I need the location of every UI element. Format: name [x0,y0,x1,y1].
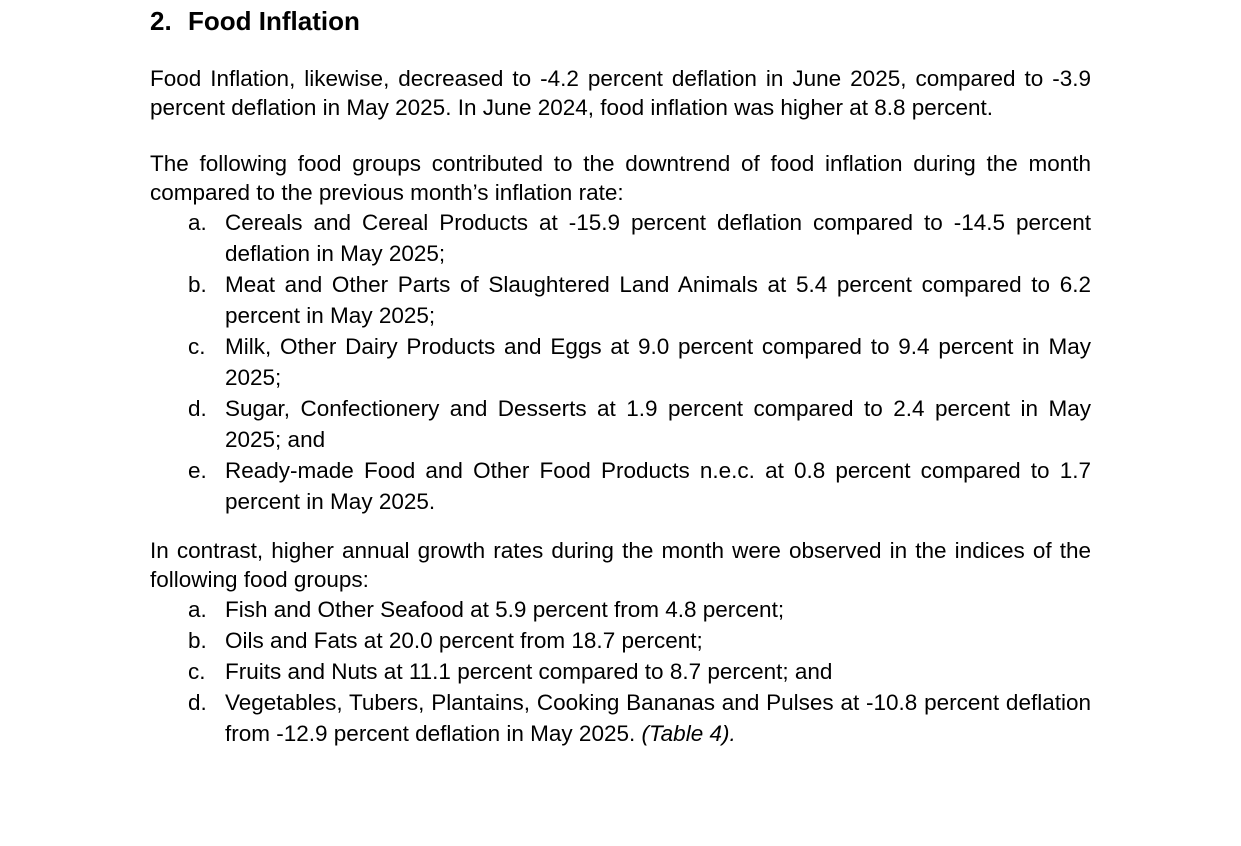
section-title: Food Inflation [188,6,360,36]
list-item-text: Milk, Other Dairy Products and Eggs at 9.0 percent compared to 9.4 percent in May 2025; [225,334,1091,390]
list-item-text: Meat and Other Parts of Slaughtered Land Animals at 5.4 percent compared to 6.2 percent in May 2025; [225,272,1091,328]
section-heading [150,5,1091,37]
list-item-text: Ready-made Food and Other Food Products n.e.c. at 0.8 percent compared to 1.7 percent in May 2025. [225,458,1091,514]
list-item [150,269,1091,331]
list-marker: a. [188,210,207,235]
table-reference: (Table 4). [641,721,736,746]
list-item [150,594,1091,625]
list-item [150,331,1091,393]
list-marker: c. [188,659,206,684]
list-marker: b. [188,272,207,297]
list-item-text: Vegetables, Tubers, Plantains, Cooking Bananas and Pulses at -10.8 percent deflation from -12.9 percent deflation in May 2025. [225,690,1091,746]
intro-paragraph: Food Inflation, likewise, decreased to -4.2 percent deflation in June 2025, compared to -3.9 percent deflation in May 2025. In June 2024, food inflation was higher at 8.8 percent. [150,66,1091,120]
list-item [150,625,1091,656]
list-item [150,455,1091,517]
downtrend-list [150,207,1091,517]
contrast-lead-paragraph: In contrast, higher annual growth rates during the month were observed in the indices of the following food groups: [150,538,1091,592]
list-item [150,207,1091,269]
list-marker: c. [188,334,206,359]
list-item-text: Fish and Other Seafood at 5.9 percent from 4.8 percent; [225,597,785,622]
uptrend-list [150,594,1091,749]
list-item-text: Oils and Fats at 20.0 percent from 18.7 percent; [225,628,703,653]
list-marker: b. [188,628,207,653]
list-marker: a. [188,597,207,622]
section-number: 2. [150,6,172,36]
list-marker: d. [188,690,207,715]
list-item [150,656,1091,687]
list-item-text: Sugar, Confectionery and Desserts at 1.9 percent compared to 2.4 percent in May 2025; and [225,396,1091,452]
downtrend-lead-paragraph: The following food groups contributed to the downtrend of food inflation during the month compared to the previous month’s inflation rate: [150,151,1091,205]
list-item [150,393,1091,455]
list-marker: d. [188,396,207,421]
list-marker: e. [188,458,207,483]
list-item [150,687,1091,749]
list-item-text: Cereals and Cereal Products at -15.9 percent deflation compared to -14.5 percent deflation in May 2025; [225,210,1091,266]
document-page [150,0,1091,749]
list-item-text: Fruits and Nuts at 11.1 percent compared to 8.7 percent; and [225,659,833,684]
